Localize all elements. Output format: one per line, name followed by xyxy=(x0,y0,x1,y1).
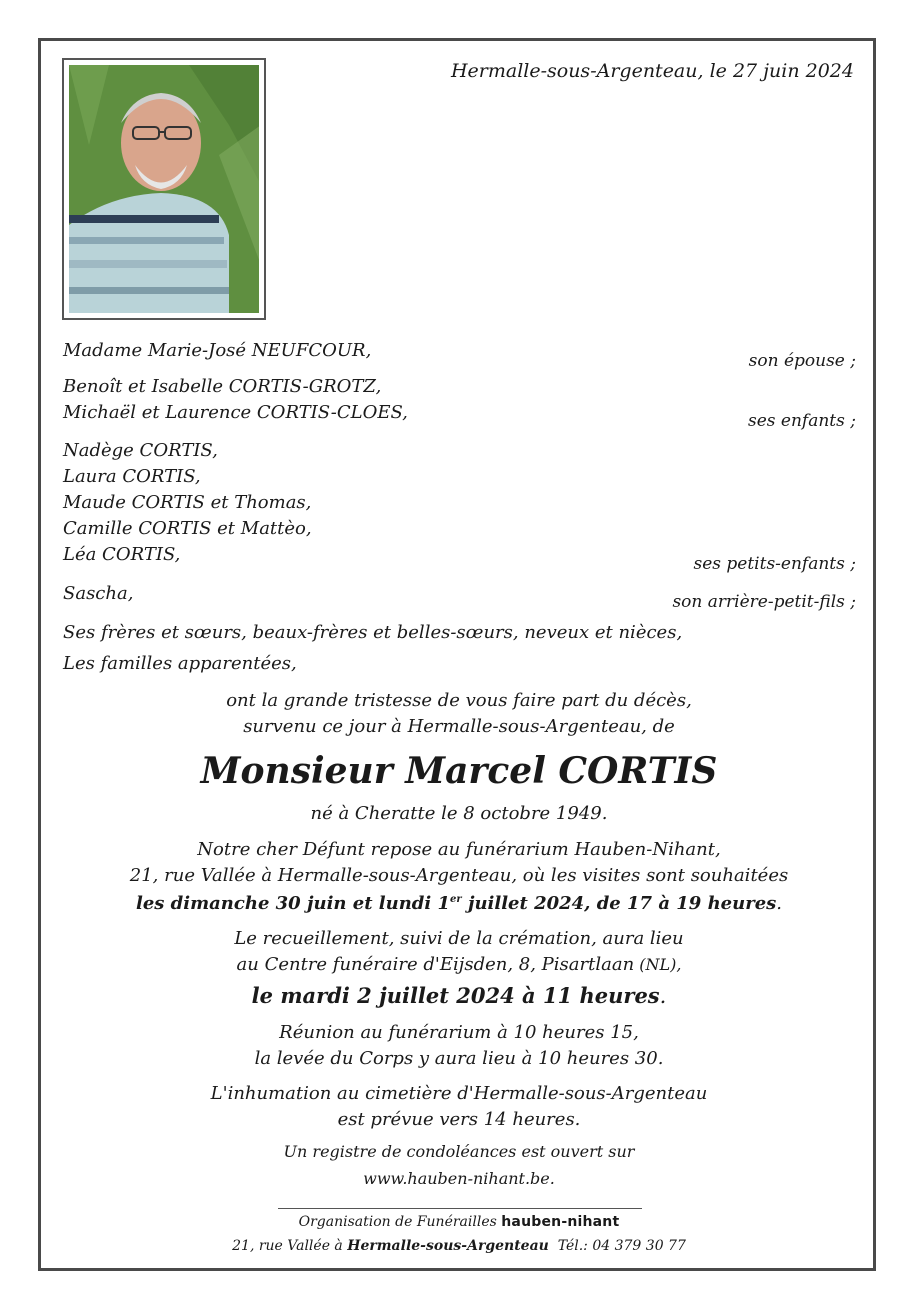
children-role: ses enfants ; xyxy=(748,411,856,431)
footer-phone: Tél.: 04 379 30 77 xyxy=(548,1238,686,1254)
announcement-line: survenu ce jour à Hermalle-sous-Argenteau, de xyxy=(243,716,675,737)
visits-line: Notre cher Défunt repose au funérarium Hauben-Nihant, xyxy=(197,839,721,860)
deceased-name: Monsieur Marcel CORTIS xyxy=(200,750,718,792)
visits-dates-a: les dimanche 30 juin et lundi 1 xyxy=(135,893,451,914)
visits-dates xyxy=(0,893,918,914)
footer-city: Hermalle-sous-Argenteau xyxy=(347,1238,549,1254)
visits-dates-end: . xyxy=(776,893,783,914)
ceremony-address: au Centre funéraire d'Eijsden, 8, Pisartlaan xyxy=(236,954,635,975)
ceremony-location xyxy=(0,954,918,975)
brand-logo: hauben-nihant xyxy=(501,1214,620,1230)
grandchildren-role: ses petits-enfants ; xyxy=(693,554,856,574)
visits-line: 21, rue Vallée à Hermalle-sous-Argenteau, où les visites sont souhaitées xyxy=(129,865,789,886)
ceremony-date-text: le mardi 2 juillet 2024 à 11 heures xyxy=(251,983,660,1008)
footer-divider xyxy=(278,1208,642,1209)
visits-dates-b: juillet 2024, de 17 à 19 heures xyxy=(461,893,777,914)
portrait-photo xyxy=(62,58,266,320)
footer-address xyxy=(0,1238,918,1254)
footer-address-a: 21, rue Vallée à xyxy=(232,1238,348,1254)
great-grandson-role: son arrière-petit-fils ; xyxy=(672,592,856,612)
burial-line: est prévue vers 14 heures. xyxy=(337,1109,581,1130)
date-line: Hermalle-sous-Argenteau, le 27 juin 2024 xyxy=(450,60,854,82)
child-name: Benoît et Isabelle CORTIS-GROTZ, xyxy=(63,376,382,397)
visits-dates-sup: er xyxy=(450,894,462,905)
footer-org xyxy=(0,1214,918,1230)
grandchild-name: Léa CORTIS, xyxy=(63,544,181,565)
grandchild-name: Nadège CORTIS, xyxy=(63,440,218,461)
ceremony-date-end: . xyxy=(659,984,667,1008)
ceremony-date xyxy=(0,983,918,1008)
great-grandson-name: Sascha, xyxy=(63,583,134,604)
portrait-image xyxy=(69,65,259,313)
announcement-line: ont la grande tristesse de vous faire part du décès, xyxy=(226,690,692,711)
meeting-line: la levée du Corps y aura lieu à 10 heures 30. xyxy=(254,1048,664,1069)
child-name: Michaël et Laurence CORTIS-CLOES, xyxy=(63,402,408,423)
grandchild-name: Camille CORTIS et Mattèo, xyxy=(63,518,312,539)
grandchild-name: Laura CORTIS, xyxy=(63,466,201,487)
grandchild-name: Maude CORTIS et Thomas, xyxy=(63,492,312,513)
spouse-role: son épouse ; xyxy=(748,351,856,371)
burial-line: L'inhumation au cimetière d'Hermalle-sous-Argenteau xyxy=(210,1083,708,1104)
register-url[interactable]: www.hauben-nihant.be. xyxy=(363,1169,555,1188)
register-line: Un registre de condoléances est ouvert sur xyxy=(283,1142,635,1161)
footer-org-label: Organisation de Funérailles xyxy=(298,1214,502,1230)
spouse-name: Madame Marie-José NEUFCOUR, xyxy=(63,340,372,361)
birth-line: né à Cheratte le 8 octobre 1949. xyxy=(310,803,608,824)
portrait-icon xyxy=(69,65,259,313)
siblings-line: Ses frères et sœurs, beaux-frères et belles-sœurs, neveux et nièces, xyxy=(63,622,683,643)
ceremony-line: Le recueillement, suivi de la crémation, aura lieu xyxy=(234,928,684,949)
ceremony-country: (NL), xyxy=(634,955,682,974)
meeting-line: Réunion au funérarium à 10 heures 15, xyxy=(279,1022,639,1043)
relatives-line: Les familles apparentées, xyxy=(63,653,297,674)
